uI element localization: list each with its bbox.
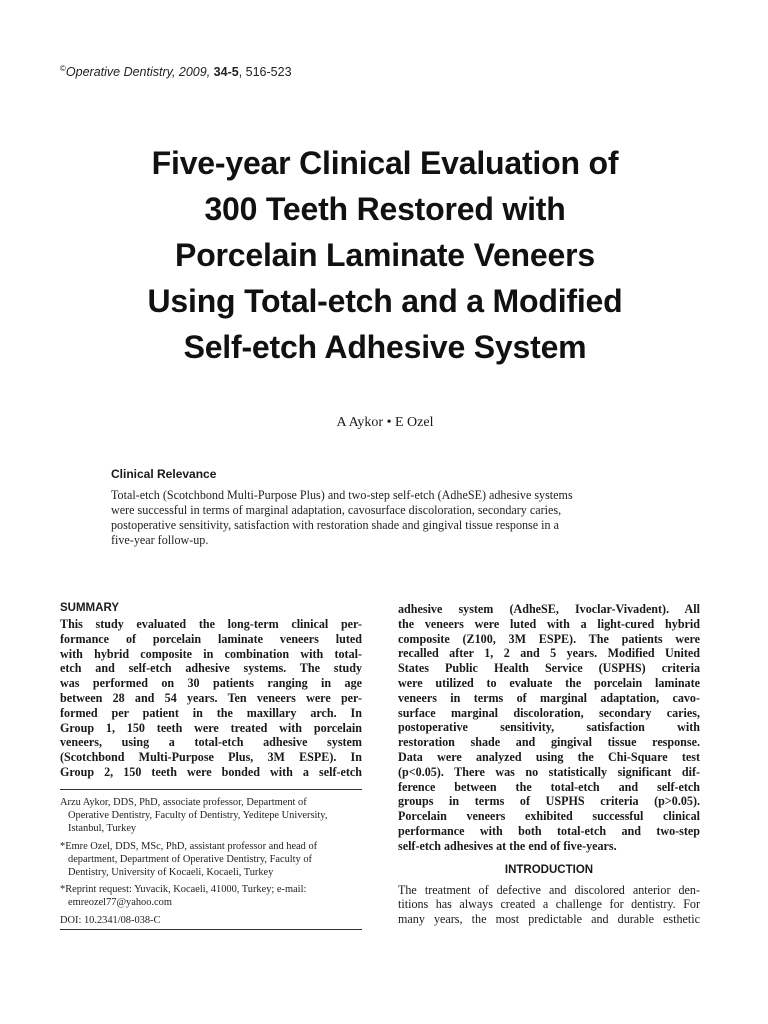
- text-line: groups in terms of USPHS criteria (p>0.05).: [398, 794, 700, 809]
- text-line: surface marginal discoloration, secondary caries,: [398, 705, 700, 720]
- text-line: was performed on 30 patients ranging in age: [60, 676, 362, 691]
- text-line: veneers in terms of marginal adaptation, cavo-: [398, 690, 700, 705]
- copyright-symbol: ©: [60, 64, 66, 73]
- text-line: five-year follow-up.: [111, 533, 209, 547]
- text-line: self-etch adhesives at the end of five-years.: [398, 838, 617, 853]
- title-line: Porcelain Laminate Veneers: [175, 237, 595, 273]
- clinical-relevance-body: [111, 488, 661, 548]
- text-line: *Reprint request: Yuvacik, Kocaeli, 41000, Turkey; e-mail:: [60, 884, 307, 896]
- text-line: ference between the total-etch and self-etch: [398, 779, 700, 794]
- text-line: recalled after 1, 2 and 5 years. Modified United: [398, 646, 700, 661]
- journal-volume: 34-5: [213, 65, 239, 80]
- summary-heading: SUMMARY: [60, 602, 119, 614]
- text-line: Dentistry, University of Kocaeli, Kocaeli, Turkey: [68, 867, 274, 879]
- doi: DOI: 10.2341/08-038-C: [60, 914, 161, 926]
- text-line: Istanbul, Turkey: [68, 823, 137, 835]
- text-line: between 28 and 54 years. Ten veneers were per-: [60, 690, 362, 705]
- text-line: States Public Health Service (USPHS) criteria: [398, 661, 700, 676]
- summary-continued: [398, 602, 700, 854]
- title-line: Using Total-etch and a Modified: [147, 283, 623, 319]
- text-line: Group 2, 150 teeth were bonded with a self-etch: [60, 764, 362, 779]
- title-line: Self-etch Adhesive System: [183, 329, 587, 365]
- article-title: [60, 140, 710, 370]
- text-line: titions has always created a challenge for dentistry. For: [398, 897, 700, 912]
- text-line: Operative Dentistry, Faculty of Dentistry, Yeditepe University,: [68, 810, 328, 822]
- text-line: Arzu Aykor, DDS, PhD, associate professor, Department of: [60, 797, 307, 808]
- title-line: Five-year Clinical Evaluation of: [151, 145, 619, 181]
- footnote-divider: [60, 789, 362, 790]
- text-line: etch and self-etch adhesive systems. The study: [60, 661, 362, 676]
- text-line: formed per patient in the maxillary arch. In: [60, 705, 362, 720]
- text-line: many years, the most predictable and durable esthetic: [398, 912, 700, 927]
- text-line: were successful in terms of marginal adaptation, cavosurface discoloration, secondary caries,: [111, 503, 562, 517]
- author-list: A Aykor • E Ozel: [336, 415, 434, 430]
- footnote: [60, 883, 362, 909]
- text-line: Group 1, 150 teeth were treated with porcelain: [60, 720, 362, 735]
- text-line: postoperative sensitivity, satisfaction with: [398, 720, 700, 735]
- text-line: formance of porcelain laminate veneers luted: [60, 631, 362, 646]
- introduction-heading: INTRODUCTION: [504, 863, 594, 876]
- text-line: composite (Z100, 3M ESPE). The patients were: [398, 631, 700, 646]
- clinical-relevance-heading: Clinical Relevance: [111, 467, 217, 481]
- text-line: the veneers were luted with a light-cured hybrid: [398, 616, 700, 631]
- right-column: [398, 602, 700, 927]
- text-line: This study evaluated the long-term clinical per-: [60, 617, 362, 631]
- author-footnotes: [60, 796, 362, 927]
- text-line: Total-etch (Scotchbond Multi-Purpose Plus) and two-step self-etch (AdheSE) adhesive systems: [111, 488, 573, 502]
- summary-body: [60, 617, 362, 780]
- text-line: restoration shade and gingival tissue response.: [398, 735, 700, 750]
- text-line: postoperative sensitivity, satisfaction with restoration shade and gingival tissue response in a: [111, 518, 559, 532]
- text-line: Porcelain veneers exhibited successful clinical: [398, 809, 700, 824]
- text-line: performance with both total-etch and two-step: [398, 823, 700, 838]
- journal-name: Operative Dentistry, 2009,: [65, 65, 211, 80]
- title-line: 300 Teeth Restored with: [204, 191, 566, 227]
- footnote: [60, 796, 362, 836]
- text-line: emreozel77@yahoo.com: [68, 897, 172, 909]
- text-line: with hybrid composite in combination with total-: [60, 646, 362, 661]
- text-line: were utilized to evaluate the porcelain laminate: [398, 675, 700, 690]
- text-line: The treatment of defective and discolored anterior den-: [398, 882, 700, 897]
- citation-line: [60, 64, 292, 79]
- journal-pages: , 516-523: [238, 65, 292, 80]
- footnote-bottom-rule: [60, 929, 362, 930]
- footnote: [60, 840, 362, 880]
- left-column: [60, 602, 362, 780]
- introduction-body: [398, 883, 700, 927]
- text-line: department, Department of Operative Dentistry, Faculty of: [68, 853, 313, 865]
- text-line: (Scotchbond Multi-Purpose Plus, 3M ESPE). In: [60, 750, 362, 765]
- text-line: *Emre Ozel, DDS, MSc, PhD, assistant professor and head of: [60, 840, 318, 852]
- text-line: (p<0.05). There was no statistically significant dif-: [398, 764, 700, 779]
- text-line: Data were analyzed using the Chi-Square test: [398, 749, 700, 764]
- text-line: veneers, using a total-etch adhesive system: [60, 735, 362, 750]
- text-line: adhesive system (AdheSE, Ivoclar-Vivadent). All: [398, 602, 700, 616]
